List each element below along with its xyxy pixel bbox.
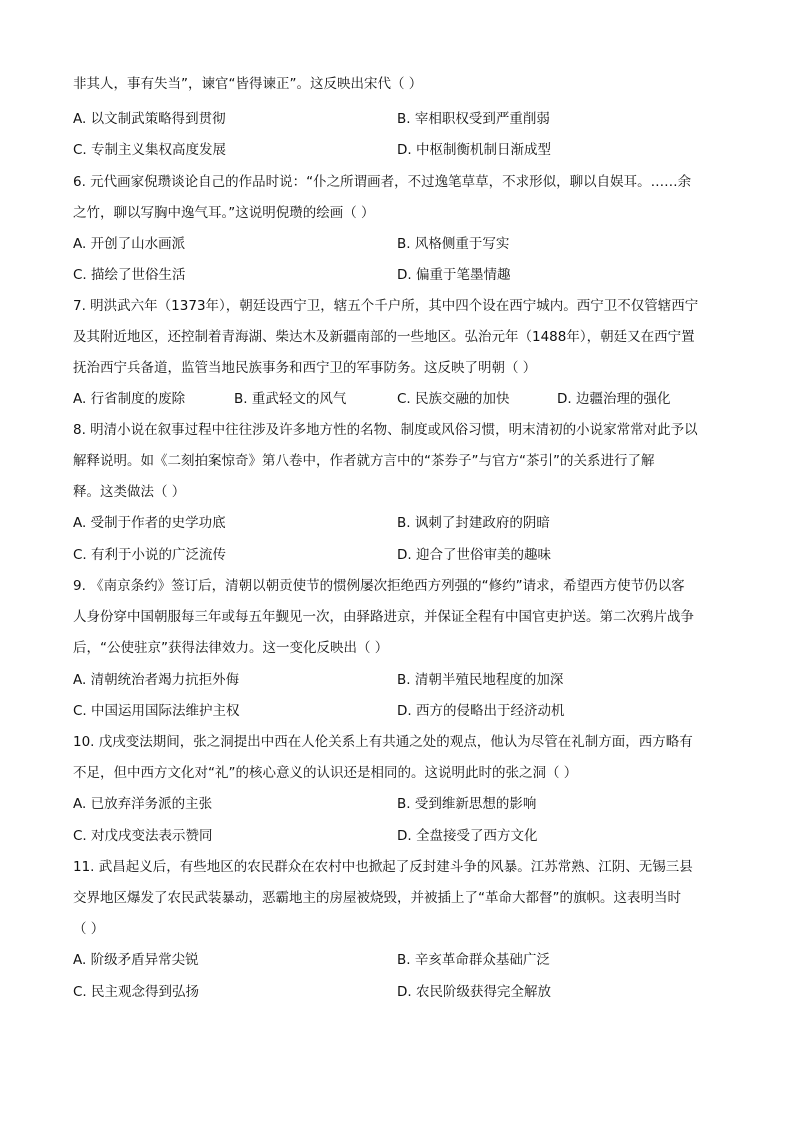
option-c: C. 对戊戌变法表示赞同 <box>73 828 213 844</box>
question-stem-line: 11. 武昌起义后，有些地区的农民群众在农村中也掀起了反封建斗争的风暴。江苏常熟、江阴、无锡三县 <box>73 859 693 875</box>
question-stem-line: 释。这类做法（ ） <box>73 484 186 500</box>
option-c: C. 有利于小说的广泛流传 <box>73 547 227 563</box>
option-d: D. 中枢制衡机制日渐成型 <box>397 142 551 158</box>
option-c: C. 专制主义集权高度发展 <box>73 142 227 158</box>
question-stem-line: 7. 明洪武六年（1373年），朝廷设西宁卫，辖五个千户所，其中四个设在西宁城内。西宁卫不仅管辖西宁 <box>73 298 699 314</box>
question-stem-line: 8. 明清小说在叙事过程中往往涉及许多地方性的名物、制度或风俗习惯，明末清初的小说家常常对此予以 <box>73 422 698 438</box>
question-stem-line: 解释说明。如《二刻拍案惊奇》第八卷中，作者就方言中的“茶券子”与官方“茶引”的关系进行了解 <box>73 453 655 469</box>
option-b: B. 讽刺了封建政府的阴暗 <box>397 515 550 531</box>
question-stem-line: 非其人，事有失当”，谏官“皆得谏正”。这反映出宋代（ ） <box>73 76 423 92</box>
option-a: A. 受制于作者的史学功底 <box>73 515 226 531</box>
option-b: B. 辛亥革命群众基础广泛 <box>397 952 550 968</box>
option-d: D. 西方的侵略出于经济动机 <box>397 703 565 719</box>
option-c: C. 描绘了世俗生活 <box>73 267 186 283</box>
question-stem-line: 后，“公使驻京”获得法律效力。这一变化反映出（ ） <box>73 640 389 656</box>
question-stem-line: 人身份穿中国朝服每三年或每五年觐见一次，由驿路进京，并保证全程有中国官吏护送。第二次鸦片战争 <box>73 609 694 625</box>
question-stem-line: 10. 戊戌变法期间，张之洞提出中西在人伦关系上有共通之处的观点，他认为尽管在礼制方面，西方略有 <box>73 734 693 750</box>
option-b: B. 宰相职权受到严重削弱 <box>397 111 550 127</box>
option-b: B. 清朝半殖民地程度的加深 <box>397 672 564 688</box>
option-a: A. 开创了山水画派 <box>73 236 186 252</box>
option-c: C. 民主观念得到弘扬 <box>73 984 200 1000</box>
question-stem-line: 及其附近地区，还控制着青海湖、柴达木及新疆南部的一些地区。弘治元年（1488年），朝廷又在西宁置 <box>73 329 695 345</box>
option-b: B. 重武轻文的风气 <box>234 391 347 407</box>
question-stem-line: 不足，但中西方文化对“礼”的核心意义的认识还是相同的。这说明此时的张之洞（ ） <box>73 765 578 781</box>
option-c: C. 中国运用国际法维护主权 <box>73 703 240 719</box>
option-a: A. 已放弃洋务派的主张 <box>73 796 213 812</box>
option-a: A. 以文制武策略得到贯彻 <box>73 111 226 127</box>
option-d: D. 边疆治理的强化 <box>557 391 671 407</box>
question-stem-line: 之竹，聊以写胸中逸气耳。”这说明倪瓒的绘画（ ） <box>73 205 375 221</box>
option-b: B. 风格侧重于写实 <box>397 236 510 252</box>
option-d: D. 偏重于笔墨情趣 <box>397 267 511 283</box>
option-d: D. 农民阶级获得完全解放 <box>397 984 551 1000</box>
option-a: A. 清朝统治者竭力抗拒外侮 <box>73 672 240 688</box>
question-stem-line: 抚治西宁兵备道，监管当地民族事务和西宁卫的军事防务。这反映了明朝（ ） <box>73 360 537 376</box>
question-stem-line: 9. 《南京条约》签订后，清朝以朝贡使节的惯例屡次拒绝西方列强的“修约”请求，希望西方使节仍以客 <box>73 578 685 594</box>
option-a: A. 阶级矛盾异常尖锐 <box>73 952 199 968</box>
option-a: A. 行省制度的废除 <box>73 391 186 407</box>
option-d: D. 全盘接受了西方文化 <box>397 828 538 844</box>
question-stem-line: 交界地区爆发了农民武装暴动，恶霸地主的房屋被烧毁，并被插上了“革命大都督”的旗帜。这表明当时 <box>73 890 681 906</box>
question-stem-line: （ ） <box>73 921 105 937</box>
option-c: C. 民族交融的加快 <box>397 391 510 407</box>
option-d: D. 迎合了世俗审美的趣味 <box>397 547 551 563</box>
option-b: B. 受到维新思想的影响 <box>397 796 537 812</box>
question-stem-line: 6. 元代画家倪瓒谈论自己的作品时说：“仆之所谓画者，不过逸笔草草，不求形似，聊以自娱耳。……余 <box>73 174 692 190</box>
